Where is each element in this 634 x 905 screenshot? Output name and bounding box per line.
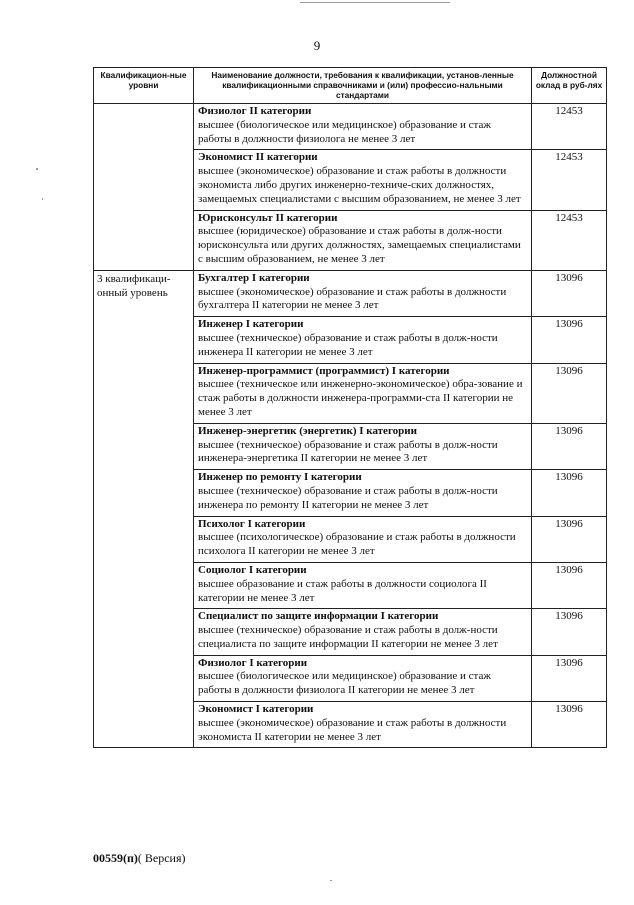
header-levels: Квалификацион-ные уровни	[94, 68, 194, 104]
version-label: ( Версия)	[137, 851, 186, 865]
position-title: Физиолог I категории	[198, 656, 308, 669]
position-cell	[194, 702, 532, 748]
position-cell	[194, 470, 532, 516]
position-title: Социолог I категории	[198, 563, 307, 576]
table-row	[94, 104, 607, 150]
table-header-row	[94, 68, 607, 104]
position-cell	[194, 270, 532, 316]
salary-cell: 13096	[532, 363, 607, 423]
position-title: Физиолог II категории	[198, 105, 312, 117]
position-cell	[194, 363, 532, 423]
position-requirement: высшее (экономическое) образование и стаж работы в должности бухгалтера II категории не менее 3 лет	[198, 285, 507, 312]
scan-dot-bottom	[330, 880, 332, 881]
table-row	[94, 270, 607, 316]
position-cell	[194, 317, 532, 363]
position-requirement: высшее (техническое) образование и стаж работы в долж-ности специалиста по защите информации II категории не менее 3 лет	[198, 624, 498, 650]
scan-dot-left	[42, 198, 43, 200]
position-cell	[194, 655, 532, 701]
position-requirement: высшее (экономическое) образование и стаж работы в должности экономиста II категории не менее 3 лет	[198, 716, 507, 743]
position-requirement: высшее (экономическое) образование и стаж работы в должности экономиста либо других инженерно-техниче-ских должностях, замещаемых специалистами с высшим образованием, не менее 3 лет	[198, 165, 521, 205]
position-cell	[194, 104, 532, 150]
salary-cell: 12453	[532, 104, 607, 150]
position-requirement: высшее (биологическое или медицинское) образование и стаж работы в должности физиолога II категории не менее 3 лет	[198, 670, 491, 697]
salary-cell: 13096	[532, 702, 607, 748]
salary-cell: 13096	[532, 562, 607, 608]
salary-cell: 13096	[532, 470, 607, 516]
salary-cell: 12453	[532, 150, 607, 210]
header-position: Наименование должности, требования к квалификации, установ-ленные квалификационными справочниками и (или) профессио-нальными стандартами	[194, 68, 532, 104]
scan-dot-left	[36, 168, 38, 170]
position-requirement: высшее (юридическое) образование и стаж работы в долж-ности юрисконсульта или других должностях, замещаемых специалистами с высшим образованием, не менее 3 лет	[198, 225, 521, 265]
position-cell	[194, 150, 532, 210]
position-requirement: высшее (биологическое или медицинское) образование и стаж работы в должности физиолога не менее 3 лет	[198, 118, 491, 145]
position-cell	[194, 562, 532, 608]
position-title: Экономист I категории	[198, 703, 314, 716]
position-requirement: высшее образование и стаж работы в должности социолога II категории не менее 3 лет	[198, 577, 487, 604]
header-salary: Должностной оклад в руб-лях	[532, 68, 607, 104]
position-title: Инженер по ремонту I категории	[198, 471, 362, 484]
position-requirement: высшее (техническое) образование и стаж работы в долж-ности инженера-энергетика II категории не менее 3 лет	[198, 438, 498, 465]
qualification-table	[93, 67, 607, 748]
salary-cell: 13096	[532, 609, 607, 655]
position-cell	[194, 210, 532, 270]
salary-cell: 12453	[532, 210, 607, 270]
position-title: Инженер-энергетик (энергетик) I категории	[198, 424, 417, 437]
position-title: Психолог I категории	[198, 517, 306, 530]
position-cell	[194, 609, 532, 655]
document-code: 00559(п)	[93, 851, 138, 865]
salary-cell: 13096	[532, 516, 607, 562]
position-title: Специалист по защите информации I категории	[198, 610, 439, 623]
page-number: 9	[313, 38, 321, 53]
scan-line-top	[300, 2, 450, 3]
position-title: Инженер-программист (программист) I категории	[198, 364, 450, 377]
qualification-level-cell	[94, 104, 194, 271]
position-title: Юрисконсульт II категории	[198, 211, 338, 224]
salary-cell: 13096	[532, 270, 607, 316]
qualification-level-cell: 3 квалификаци-онный уровень	[94, 270, 194, 748]
position-requirement: высшее (психологическое) образование и стаж работы в должности психолога II категории не менее 3 лет	[198, 531, 516, 558]
position-title: Инженер I категории	[198, 318, 304, 331]
position-title: Бухгалтер I категории	[198, 271, 310, 284]
salary-cell: 13096	[532, 423, 607, 469]
position-requirement: высшее (техническое) образование и стаж работы в долж-ности инженера по ремонту II категории не менее 3 лет	[198, 484, 498, 511]
position-cell	[194, 516, 532, 562]
position-requirement: высшее (техническое или инженерно-экономическое) обра-зование и стаж работы в должности инженера-программи-ста II категории не менее 3 лет	[198, 378, 523, 418]
salary-cell: 13096	[532, 317, 607, 363]
position-cell	[194, 423, 532, 469]
table-body	[94, 104, 607, 748]
document-footer	[93, 851, 186, 866]
salary-cell: 13096	[532, 655, 607, 701]
position-title: Экономист II категории	[198, 151, 318, 164]
position-requirement: высшее (техническое) образование и стаж работы в долж-ности инженера II категории не менее 3 лет	[198, 331, 498, 358]
